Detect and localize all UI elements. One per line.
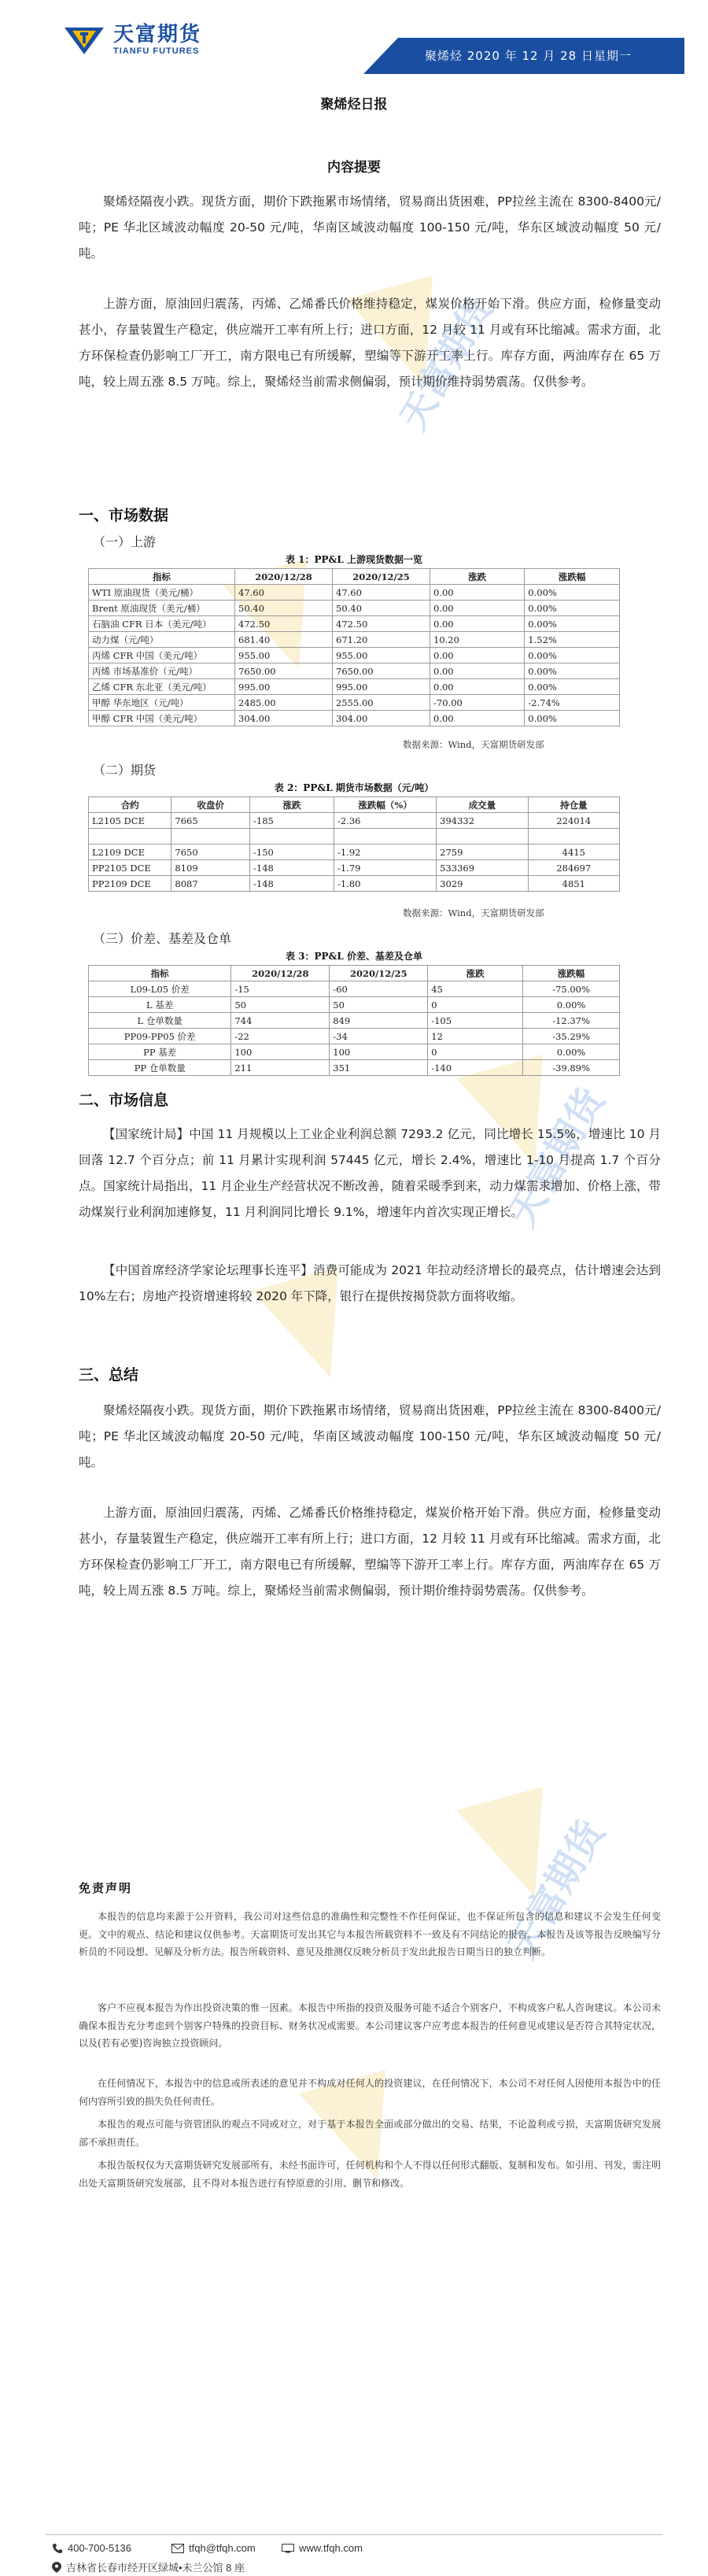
table-row: [89, 860, 620, 876]
table-cell: -105: [428, 1013, 523, 1029]
futures-market-table: [88, 796, 620, 892]
table-cell: L09-L05 价差: [89, 981, 231, 997]
table-cell: 50.40: [235, 601, 333, 616]
table-cell: 丙烯 市场基准价（元/吨）: [89, 663, 235, 679]
table-cell: 50: [231, 997, 330, 1013]
table-cell: 224014: [528, 813, 619, 829]
disclaimer-title: 免责声明: [79, 1881, 133, 1895]
table-cell: 0: [428, 997, 523, 1013]
table-cell: 0: [428, 1044, 523, 1060]
footer-website: [282, 2542, 363, 2554]
logo-en-text: TIANFU FUTURES: [113, 46, 200, 56]
table-cell: 472.50: [333, 616, 430, 632]
table-header-row: [89, 797, 620, 813]
table-cell: -75.00%: [523, 981, 620, 997]
table-cell: -15: [231, 981, 330, 997]
table-cell: 211: [231, 1060, 330, 1076]
table-cell: 0.00%: [525, 679, 620, 695]
table-row: [89, 648, 620, 663]
table-cell: 1.52%: [525, 632, 620, 648]
table-cell: 955.00: [235, 648, 333, 663]
table-row: [89, 585, 620, 601]
disclaimer-paragraph-5: 本报告版权仅为天富期货研究发展部所有，未经书面许可，任何机构和个人不得以任何形式翻版、复制和发布。如引用、刊发，需注明出处天富期货研究发展部，且不得对本报告进行有悖原意的引用、删节和修改。: [79, 2160, 661, 2189]
table-cell: 4851: [528, 876, 619, 892]
table-cell: 47.60: [235, 585, 333, 601]
disclaimer-paragraph-1: 本报告的信息均来源于公开资料，我公司对这些信息的准确性和完整性不作任何保证，也不保证所包含的信息和建议不会发生任何变更。文中的观点、结论和建议仅供参考。天富期货可发出其它与本报告所载资料不一致及有不同结论的报告。本报告及该等报告反映编写分析员的不同设想、见解及分析方法。报告所载资料、意见及推测仅反映分析员于发出此报告日期当日的独立判断。: [79, 1911, 661, 1957]
table-cell: -148: [250, 876, 334, 892]
table-cell: 0.00: [430, 648, 525, 663]
table-cell: -70.00: [430, 695, 525, 711]
table-row: [89, 813, 620, 829]
table-cell: 100: [330, 1044, 428, 1060]
table-header-cell: 收盘价: [171, 797, 250, 813]
table-row: [89, 1044, 620, 1060]
table-cell: 石脑油 CFR 日本（美元/吨）: [89, 616, 235, 632]
table-cell: 丙烯 CFR 中国（美元/吨）: [89, 648, 235, 663]
table-header-cell: 合约: [89, 797, 171, 813]
table-cell: 0.00: [430, 679, 525, 695]
table-cell: 0.00%: [525, 663, 620, 679]
table-cell: -1.79: [334, 860, 436, 876]
table-cell: -148: [250, 860, 334, 876]
table2-source: 数据来源：Wind，天富期货研发部: [403, 907, 544, 918]
table-cell: 0.00: [430, 585, 525, 601]
table3-caption: 表 3：PP&L 价差、基差及仓单: [285, 951, 423, 962]
table-cell: 304.00: [235, 711, 333, 726]
table-row: [89, 711, 620, 726]
report-date-label: 聚烯烃 2020 年 12 月 28 日星期一: [425, 49, 632, 63]
disclaimer-paragraph-2: 客户不应视本报告为作出投资决策的惟一因素。本报告中所指的投资及服务可能不适合个别客户，不构成客户私人咨询建议。本公司未确保本报告充分考虑到个别客户特殊的投资目标、财务状况或需要。本公司建议客户应考虑本报告的任何意见或建议是否符合其特定状况，以及(若有必要)咨询独立投资顾问。: [79, 2002, 661, 2049]
watermark-text: 天富期货: [500, 1081, 614, 1234]
table-header-cell: 涨跌幅: [523, 966, 620, 981]
table-cell: 955.00: [333, 648, 430, 663]
table-header-row: [89, 966, 620, 981]
table-cell: -39.89%: [523, 1060, 620, 1076]
table-row: [89, 997, 620, 1013]
table-row: [89, 1029, 620, 1044]
table-row: [89, 663, 620, 679]
market-info-paragraph-1: 【国家统计局】中国 11 月规模以上工业企业利润总额 7293.2 亿元，同比增长 15.5%，增速比 10 月回落 12.7 个百分点；前 11 月累计实现利润 57445 亿元，增长 2.4%，增速比 1-10 月提高 1.7 个百分点。国家统计局指出，11 月企业生产经营状况不断改善，随着采暖季到来，动力煤需求增加、价格上涨，带动煤炭行业利润加速修复，11 月利润同比增长 9.1%，增速年内首次实现正增长。: [79, 1127, 661, 1219]
upstream-spot-table: [88, 568, 620, 726]
table-cell: 284697: [528, 860, 619, 876]
conclusion-paragraph-2: 上游方面，原油回归震荡，丙烯、乙烯番氏价格维持稳定，煤炭价格开始下滑。供应方面，检修量变动甚小，存量装置生产稳定，供应端开工率有所上行；进口方面，12 月较 11 月或有环比缩减。需求方面，北方环保检查仍影响工厂开工，南方限电已有所缓解，塑编等下游开工率上行。库存方面，两油库存在 65 万吨，较上周五涨 8.5 万吨。综上，聚烯烃当前需求侧偏弱，预计期价维持弱势震荡。仅供参考。: [79, 1506, 661, 1598]
logo-cn-text: 天富期货: [113, 23, 202, 46]
footer-phone: [52, 2542, 131, 2554]
table-cell: 0.00%: [525, 648, 620, 663]
subsection-futures-title: （二）期货: [93, 763, 157, 778]
company-logo: [61, 24, 201, 56]
conclusion-paragraph-1: 聚烯烃隔夜小跌。现货方面，期价下跌拖累市场情绪，贸易商出货困难，PP拉丝主流在 8300-8400元/吨；PE 华北区域波动幅度 20-50 元/吨，华南区域波动幅度 100-150 元/吨，华东区域波动幅度 50 元/吨。: [79, 1403, 661, 1469]
table-cell: 849: [330, 1013, 428, 1029]
table-row: [89, 616, 620, 632]
table-cell: -1.92: [334, 844, 436, 860]
table-cell: 7665: [171, 813, 250, 829]
table-cell: 995.00: [235, 679, 333, 695]
table-spacer-row: [89, 829, 620, 844]
table-cell: 671.20: [333, 632, 430, 648]
watermark-text: 天富期货: [500, 1813, 614, 1966]
table-cell: -150: [250, 844, 334, 860]
disclaimer-paragraph-4: 本报告的观点可能与资管团队的观点不同或对立，对于基于本报告全面或部分做出的交易、结果，不论盈利或亏损，天富期货研究发展部不承担责任。: [79, 2119, 661, 2148]
table-cell: -34: [330, 1029, 428, 1044]
watermark-text: 天富期货: [391, 290, 501, 437]
table-cell: Brent 原油现货（美元/桶）: [89, 601, 235, 616]
table-cell: 0.00%: [523, 1044, 620, 1060]
table-cell: 4415: [528, 844, 619, 860]
table-cell: 2555.00: [333, 695, 430, 711]
footer-address: [52, 2559, 245, 2574]
summary-paragraph-2: 上游方面，原油回归震荡，丙烯、乙烯番氏价格维持稳定，煤炭价格开始下滑。供应方面，检修量变动甚小，存量装置生产稳定，供应端开工率有所上行；进口方面，12 月较 11 月或有环比缩减。需求方面，北方环保检查仍影响工厂开工，南方限电已有所缓解，塑编等下游开工率上行。库存方面，两油库存在 65 万吨，较上周五涨 8.5 万吨。综上，聚烯烃当前需求侧偏弱，预计期价维持弱势震荡。仅供参考。: [79, 297, 661, 389]
table-row: [89, 1013, 620, 1029]
table-cell: 45: [428, 981, 523, 997]
table-cell: PP2105 DCE: [89, 860, 171, 876]
table-row: [89, 844, 620, 860]
table-header-cell: 涨跌: [428, 966, 523, 981]
table-cell: WTI 原油现货（美元/桶）: [89, 585, 235, 601]
table-cell: 7650.00: [333, 663, 430, 679]
table-header-cell: 2020/12/25: [330, 966, 428, 981]
table-header-cell: 指标: [89, 569, 235, 585]
table-cell: 乙烯 CFR 东北亚（美元/吨）: [89, 679, 235, 695]
table-header-cell: 成交量: [437, 797, 528, 813]
table-cell: -140: [428, 1060, 523, 1076]
table-row: [89, 695, 620, 711]
table-cell: PP2109 DCE: [89, 876, 171, 892]
table-cell: 3029: [437, 876, 528, 892]
table-cell: 47.60: [333, 585, 430, 601]
table-row: [89, 1060, 620, 1076]
phone-number: 400-700-5136: [68, 2542, 131, 2554]
table-cell: 7650.00: [235, 663, 333, 679]
website-url[interactable]: www.tfqh.com: [299, 2542, 363, 2554]
email-address[interactable]: tfqh@tfqh.com: [189, 2542, 256, 2554]
table-cell: -185: [250, 813, 334, 829]
table-cell: 8109: [171, 860, 250, 876]
table-cell: PP09-PP05 价差: [89, 1029, 231, 1044]
table-cell: -2.74%: [525, 695, 620, 711]
table-header-cell: 涨跌: [250, 797, 334, 813]
table-cell: -35.29%: [523, 1029, 620, 1044]
table-cell: 0.00%: [525, 601, 620, 616]
table-cell: 744: [231, 1013, 330, 1029]
section-market-data-title: 一、市场数据: [79, 507, 169, 524]
table-cell: 304.00: [333, 711, 430, 726]
table-cell: -2.36: [334, 813, 436, 829]
table-row: [89, 601, 620, 616]
table-cell: 2485.00: [235, 695, 333, 711]
table-cell: 394332: [437, 813, 528, 829]
table-header-cell: 持仓量: [528, 797, 619, 813]
table-cell: 50: [330, 997, 428, 1013]
summary-paragraph-1: 聚烯烃隔夜小跌。现货方面，期价下跌拖累市场情绪，贸易商出货困难，PP拉丝主流在 8300-8400元/吨；PE 华北区域波动幅度 20-50 元/吨，华南区域波动幅度 100-150 元/吨，华东区域波动幅度 50 元/吨。: [79, 194, 661, 261]
section-summary-title: 三、总结: [79, 1366, 139, 1384]
table-header-cell: 指标: [89, 966, 231, 981]
table-cell: L 基差: [89, 997, 231, 1013]
table-header-cell: 涨跌幅: [525, 569, 620, 585]
market-info-paragraph-2: 【中国首席经济学家论坛理事长连平】消费可能成为 2021 年拉动经济增长的最亮点，估计增速会达到 10%左右；房地产投资增速将较 2020 年下降，银行在提供按揭贷款方面将收缩。: [79, 1263, 661, 1303]
table-cell: 0.00%: [525, 616, 620, 632]
table1-caption: 表 1：PP&L 上游现货数据一览: [285, 554, 423, 565]
page-header: [0, 0, 708, 79]
table-cell: L2109 DCE: [89, 844, 171, 860]
table-header-cell: 2020/12/28: [235, 569, 333, 585]
table-cell: 472.50: [235, 616, 333, 632]
table-cell: 0.00%: [525, 711, 620, 726]
table-cell: 0.00: [430, 711, 525, 726]
table-row: [89, 679, 620, 695]
table-cell: 995.00: [333, 679, 430, 695]
table1-source: 数据来源：Wind，天富期货研发部: [403, 739, 544, 750]
table-row: [89, 876, 620, 892]
table-cell: PP 仓单数量: [89, 1060, 231, 1076]
table-header-cell: 涨跌: [430, 569, 525, 585]
table-header-cell: 2020/12/28: [231, 966, 330, 981]
website-icon: [282, 2544, 294, 2553]
location-pin-icon: [52, 2562, 61, 2573]
subsection-upstream-title: （一）上游: [93, 534, 157, 549]
table-cell: 12: [428, 1029, 523, 1044]
table-cell: 10.20: [430, 632, 525, 648]
table-cell: 0.00%: [523, 997, 620, 1013]
spread-basis-table: [88, 965, 620, 1076]
table-row: [89, 981, 620, 997]
table-cell: -12.37%: [523, 1013, 620, 1029]
table-cell: 0.00: [430, 663, 525, 679]
table-cell: 8087: [171, 876, 250, 892]
table-cell: 动力煤（元/吨）: [89, 632, 235, 648]
table-cell: 0.00%: [525, 585, 620, 601]
table-header-cell: 2020/12/25: [333, 569, 430, 585]
section-market-info-title: 二、市场信息: [79, 1092, 169, 1109]
table-cell: -60: [330, 981, 428, 997]
document-title: 聚烯烃日报: [320, 97, 388, 113]
table-cell: -1.80: [334, 876, 436, 892]
subsection-spread-title: （三）价差、基差及仓单: [93, 931, 232, 946]
table-cell: -22: [231, 1029, 330, 1044]
summary-heading: 内容提要: [327, 160, 381, 176]
table-cell: 2759: [437, 844, 528, 860]
table-cell: 100: [231, 1044, 330, 1060]
table-cell: 7650: [171, 844, 250, 860]
table-cell: 351: [330, 1060, 428, 1076]
table-cell: 0.00: [430, 601, 525, 616]
table-cell: 0.00: [430, 616, 525, 632]
table-cell: 50.40: [333, 601, 430, 616]
footer-email: [171, 2542, 256, 2554]
table-cell: L2105 DCE: [89, 813, 171, 829]
footer-divider: [46, 2534, 662, 2535]
disclaimer-paragraph-3: 在任何情况下，本报告中的信息或所表述的意见并不构成对任何人的投资建议，在任何情况下，本公司不对任何人因使用本报告中的任何内容所引致的损失负任何责任。: [79, 2078, 661, 2107]
table-cell: 甲醇 华东地区（元/吨）: [89, 695, 235, 711]
email-icon: [171, 2544, 184, 2553]
phone-icon: [52, 2543, 63, 2554]
table-cell: 681.40: [235, 632, 333, 648]
table-cell: 甲醇 CFR 中国（美元/吨）: [89, 711, 235, 726]
table2-caption: 表 2：PP&L 期货市场数据（元/吨）: [274, 782, 434, 793]
company-address: 吉林省长春市经开区绿城•未兰公馆 8 座: [66, 2562, 245, 2574]
table-cell: PP 基差: [89, 1044, 231, 1060]
logo-mark-icon: [61, 24, 107, 56]
table-cell: L 仓单数量: [89, 1013, 231, 1029]
table-cell: 533369: [437, 860, 528, 876]
table-header-cell: 涨跌幅（%）: [334, 797, 436, 813]
table-header-row: [89, 569, 620, 585]
table-row: [89, 632, 620, 648]
